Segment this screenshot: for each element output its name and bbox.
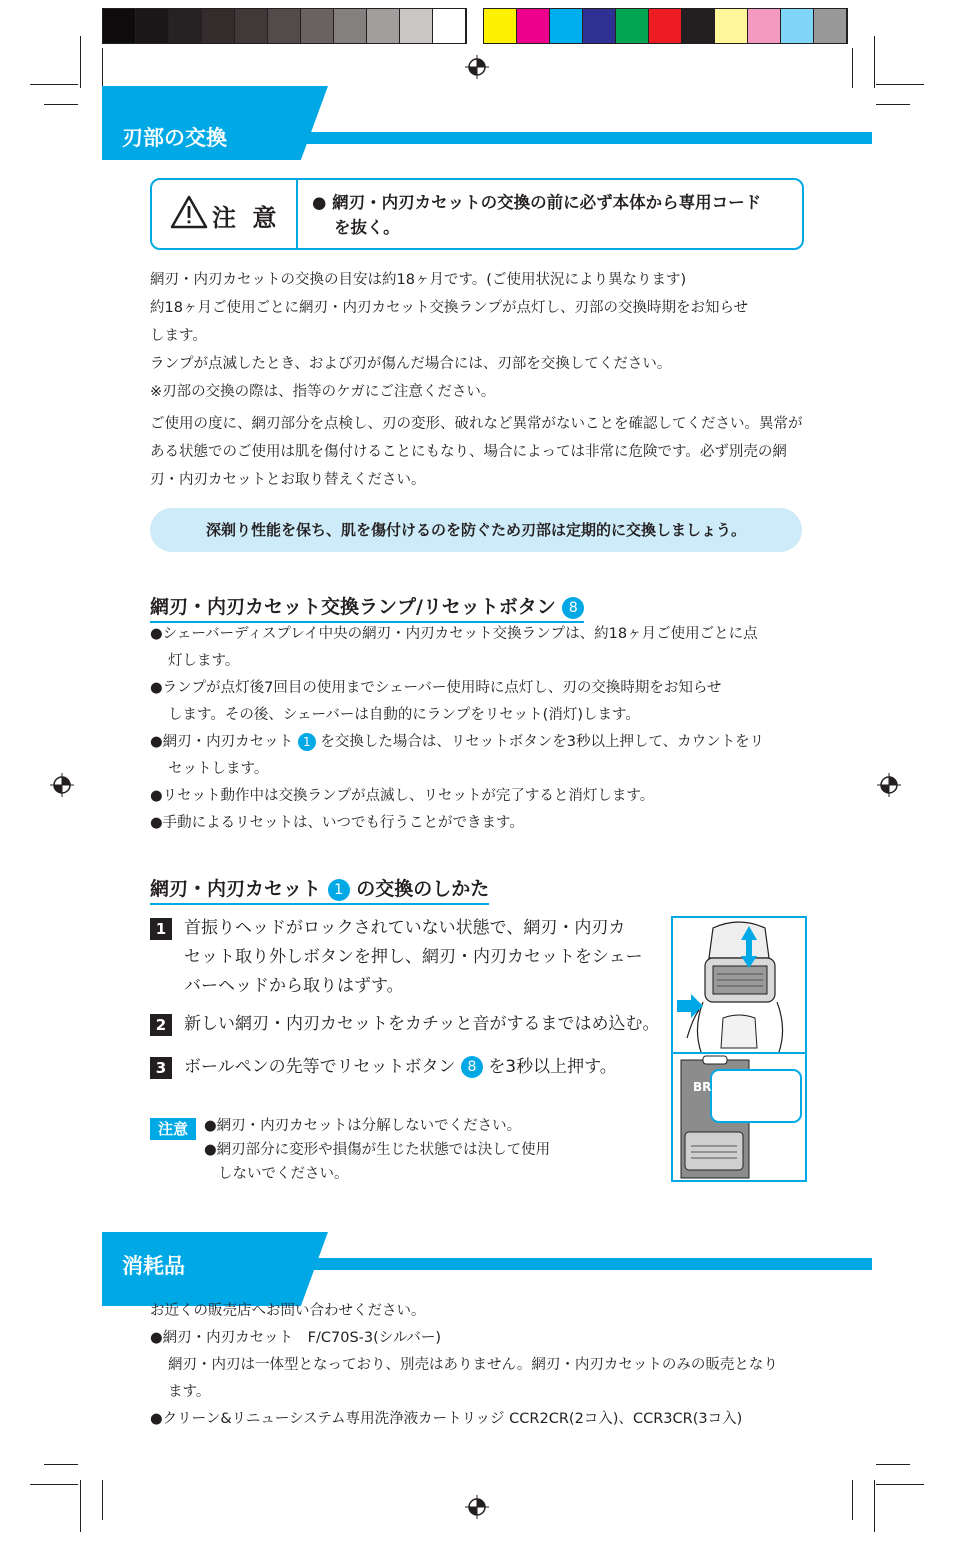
crop-mark — [30, 1484, 78, 1485]
crop-mark — [852, 48, 853, 88]
color-swatch — [781, 9, 814, 43]
warning-triangle-icon — [170, 194, 208, 230]
lamp-reset-heading: 網刃・内刃カセット交換ランプ/リセットボタン 8 — [150, 592, 584, 623]
shaver-head-illustration — [673, 918, 805, 1052]
part-number-badge: 8 — [461, 1056, 483, 1078]
cassette-package-illustration — [673, 1054, 805, 1182]
color-swatch — [715, 9, 748, 43]
step-text: 新しい網刃・内刃カセットをカチッと音がするまではめ込む。 — [184, 1014, 660, 1034]
part-number-badge: 8 — [562, 597, 584, 619]
crop-mark — [876, 84, 924, 85]
color-swatch — [583, 9, 616, 43]
step-number: 1 — [150, 918, 172, 940]
note-text: ●網刃・内刃カセットは分解しないでください。 ●網刃部分に変形や損傷が生じた状態では決して使用 しないでください。 — [204, 1118, 551, 1182]
color-swatch — [202, 9, 235, 43]
caution-box — [150, 178, 804, 250]
list-item: ●リセット動作中は交換ランプが点滅し、リセットが完了すると消灯します。 — [150, 788, 655, 804]
list-item: ●クリーン&リニューシステム専用洗浄液カートリッジ CCR2CR(2コ入)、CCR3CR(3コ入) — [150, 1411, 743, 1427]
color-swatch — [748, 9, 781, 43]
list-item: 網刃・内刃は一体型となっており、別売はありません。網刃・内刃カセットのみの販売となり — [168, 1357, 778, 1373]
part-number-badge: 1 — [328, 879, 350, 901]
crop-mark — [876, 1484, 924, 1485]
list-item: ます。 — [168, 1384, 211, 1400]
color-swatch — [367, 9, 400, 43]
step-text: ボールペンの先等でリセットボタン 8 を3秒以上押す。 — [184, 1057, 617, 1077]
section-title: 消耗品 — [122, 1254, 185, 1278]
crop-mark — [44, 1464, 78, 1465]
registration-mark-icon — [465, 55, 489, 79]
replacement-heading: 網刃・内刃カセット 1 の交換のしかた — [150, 874, 489, 905]
list-item: ●シェーバーディスプレイ中央の網刃・内刃カセット交換ランプは、約18ヶ月ご使用ごとに点 — [150, 626, 758, 642]
part-number-badge: 1 — [298, 733, 316, 751]
color-swatch — [103, 9, 136, 43]
color-swatch — [268, 9, 301, 43]
registration-mark-icon — [877, 773, 901, 797]
crop-mark — [874, 36, 875, 88]
crop-mark — [80, 36, 81, 88]
crop-mark — [30, 84, 78, 85]
highlight-banner — [150, 508, 802, 552]
list-item: お近くの販売店へお問い合わせください。 — [150, 1303, 426, 1319]
caution-label: 注 意 — [212, 204, 281, 232]
color-swatch — [235, 9, 268, 43]
crop-mark — [102, 1480, 103, 1520]
registration-mark-icon — [50, 773, 74, 797]
caution-text: ● 網刃・内刃カセットの交換の前に必ず本体から専用コード を抜く。 — [312, 193, 762, 237]
color-swatch — [169, 9, 202, 43]
list-item: セットします。 — [168, 761, 269, 777]
color-swatch — [517, 9, 550, 43]
color-swatch — [550, 9, 583, 43]
crop-mark — [876, 104, 910, 105]
color-swatch — [334, 9, 367, 43]
list-item: 灯します。 — [168, 653, 240, 669]
step-text: 首振りヘッドがロックされていない状態で、網刃・内刃カ セット取り外しボタンを押し、網刃・内刃カセットをシェー バーヘッドから取りはずす。 — [184, 918, 643, 996]
color-swatch — [136, 9, 169, 43]
crop-mark — [852, 1480, 853, 1520]
list-item: ●網刃・内刃カセット 1 を交換した場合は、リセットボタンを3秒以上押して、カウントをリ — [150, 734, 765, 750]
step-number: 2 — [150, 1014, 172, 1036]
list-item: ●手動によるリセットは、いつでも行うことができます。 — [150, 815, 524, 831]
list-item: ●網刃・内刃カセット F/C70S-3(シルバー) — [150, 1330, 442, 1346]
color-swatch — [301, 9, 334, 43]
color-swatch — [400, 9, 433, 43]
color-swatch — [433, 9, 466, 43]
color-swatch — [616, 9, 649, 43]
crop-mark — [44, 104, 78, 105]
crop-mark — [102, 48, 103, 88]
crop-mark — [80, 1480, 81, 1532]
lamp-reset-list — [150, 621, 810, 837]
inspection-paragraph: ご使用の度に、網刃部分を点検し、刃の変形、破れなど異常がないことを確認してください。異常が ある状態でのご使用は肌を傷付けることにもなり、場合によっては非常に危険です。必ず別売の網 刃・内刃カセットとお取り替えください。 — [150, 416, 803, 488]
list-item: します。その後、シェーバーは自動的にランプをリセット(消灯)します。 — [168, 707, 640, 723]
process-color-bar — [483, 8, 848, 44]
consumables-list — [150, 1298, 810, 1433]
caution-divider — [296, 180, 298, 248]
intro-paragraph: 網刃・内刃カセットの交換の目安は約18ヶ月です。(ご使用状況により異なります) 約18ヶ月ご使用ごとに網刃・内刃カセット交換ランプが点灯し、刃部の交換時期をお知らせ します。 ランプが点滅したとき、および刃が傷んだ場合には、刃部を交換してください。 ※刃部の交換の際は、指等のケガにご注意ください。 — [150, 272, 749, 400]
list-item: ●ランプが点灯後7回目の使用までシェーバー使用時に点灯し、刃の交換時期をお知らせ — [150, 680, 722, 696]
highlight-text: 深剃り性能を保ち、肌を傷付けるのを防ぐため刃部は定期的に交換しましょう。 — [205, 521, 746, 539]
color-swatch — [682, 9, 715, 43]
crop-mark — [876, 1464, 910, 1465]
crop-mark — [874, 1480, 875, 1532]
step-number: 3 — [150, 1057, 172, 1079]
color-swatch — [649, 9, 682, 43]
gray-color-bar — [102, 8, 467, 44]
section-rule — [102, 1258, 872, 1270]
brand-text: BR — [693, 1080, 712, 1094]
registration-mark-icon — [465, 1495, 489, 1519]
color-swatch — [814, 9, 847, 43]
cassette-illustration — [671, 916, 807, 1182]
note-label: 注意 — [150, 1118, 196, 1140]
color-swatch — [484, 9, 517, 43]
section-title: 刃部の交換 — [122, 126, 227, 150]
